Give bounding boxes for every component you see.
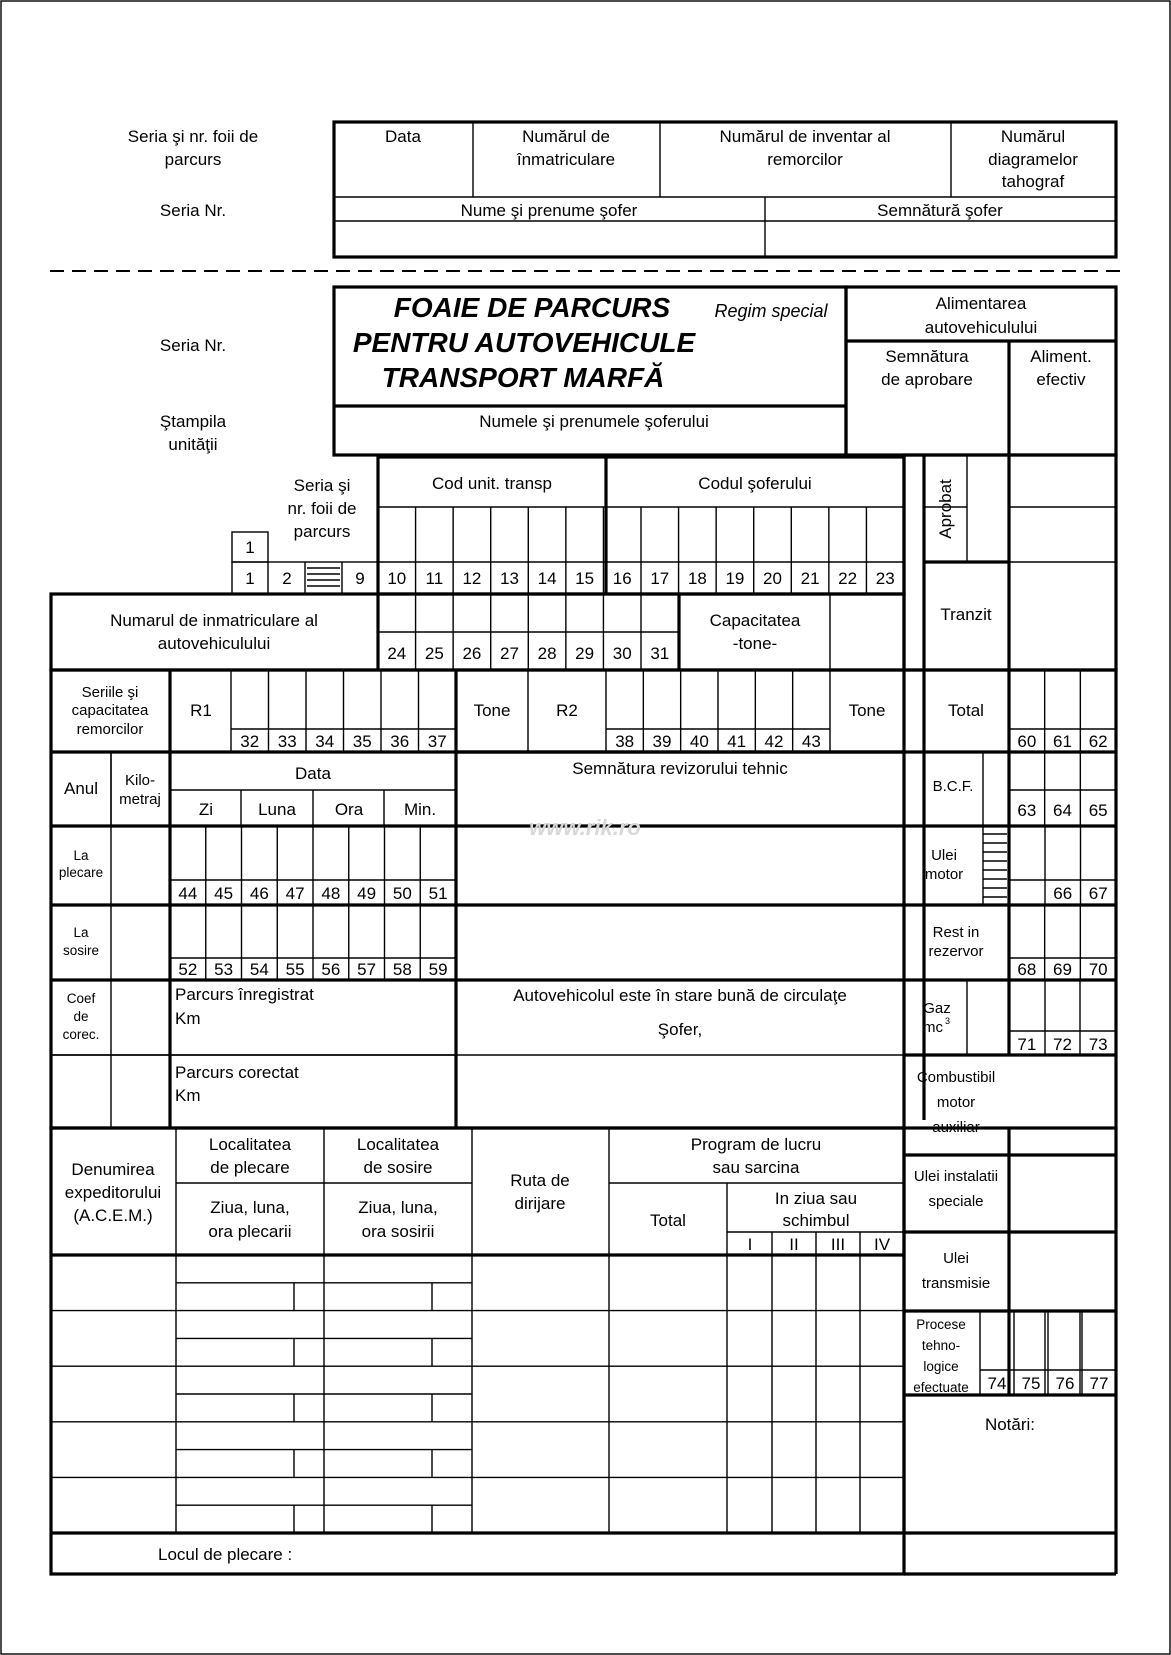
num-17: 17 xyxy=(650,569,670,588)
total-label: Total xyxy=(948,701,984,720)
svg-text:capacitatea: capacitatea xyxy=(71,702,149,719)
svg-text:de sosire: de sosire xyxy=(363,1158,433,1177)
denumirea-label: Denumirea xyxy=(71,1160,155,1179)
tranzit-label: Tranzit xyxy=(940,605,992,624)
min-label: Min. xyxy=(403,800,437,819)
svg-text:-tone-: -tone- xyxy=(732,634,778,653)
svg-text:rezervor: rezervor xyxy=(928,943,984,960)
num-39: 39 xyxy=(652,732,672,751)
num-49: 49 xyxy=(357,884,377,903)
parcurs-inregistrat-label: Parcurs înregistrat xyxy=(175,985,314,1004)
num-22: 22 xyxy=(838,569,858,588)
num-60: 60 xyxy=(1017,732,1037,751)
gaz-label: Gaz xyxy=(923,1000,951,1017)
svg-text:schimbul: schimbul xyxy=(782,1211,850,1230)
num-29: 29 xyxy=(575,644,595,663)
num-55: 55 xyxy=(285,960,305,979)
num-77: 77 xyxy=(1089,1374,1109,1393)
num-34: 34 xyxy=(315,732,335,751)
svg-text:speciale: speciale xyxy=(928,1193,984,1210)
semnatura-revizor-label: Semnătura revizorului tehnic xyxy=(572,759,788,778)
loc-plecare-label: Localitatea xyxy=(208,1135,292,1154)
tone-label-1: Tone xyxy=(473,701,511,720)
svg-text:înmatriculare: înmatriculare xyxy=(516,150,616,169)
num-33: 33 xyxy=(277,732,297,751)
svg-text:dirijare: dirijare xyxy=(514,1194,566,1213)
roman-ii: II xyxy=(789,1235,799,1254)
num-52: 52 xyxy=(178,960,198,979)
num-71: 71 xyxy=(1017,1035,1037,1054)
top-section xyxy=(128,122,1116,257)
num-74: 74 xyxy=(987,1374,1007,1393)
num-47: 47 xyxy=(285,884,305,903)
svg-text:remorcilor: remorcilor xyxy=(767,150,843,169)
col-nume-sofer: Nume şi prenume şofer xyxy=(460,201,638,220)
num-20: 20 xyxy=(763,569,782,588)
num-25: 25 xyxy=(424,644,444,663)
roman-i: I xyxy=(747,1235,753,1254)
num-76: 76 xyxy=(1055,1374,1075,1393)
svg-text:tehno-: tehno- xyxy=(921,1338,961,1353)
num-67: 67 xyxy=(1088,884,1108,903)
semnatura-aprobare-label: Semnătura xyxy=(885,347,969,366)
ulei-hatch-icon xyxy=(983,826,1007,905)
num-41: 41 xyxy=(727,732,747,751)
col-data: Data xyxy=(385,127,421,146)
num-40: 40 xyxy=(689,732,709,751)
luna-label: Luna xyxy=(258,800,296,819)
mc-label: mc xyxy=(923,1019,943,1036)
num-9: 9 xyxy=(355,569,365,588)
loc-sosire-label: Localitatea xyxy=(356,1135,440,1154)
num-26: 26 xyxy=(462,644,482,663)
num-50: 50 xyxy=(392,884,412,903)
num-23: 23 xyxy=(875,569,895,588)
num-59: 59 xyxy=(428,960,448,979)
num-19: 19 xyxy=(725,569,745,588)
num-10: 10 xyxy=(387,569,407,588)
cube-sup: 3 xyxy=(945,1016,951,1026)
parcurs-corectat-label: Parcurs corectat xyxy=(175,1063,299,1082)
num-28: 28 xyxy=(537,644,557,663)
num-31: 31 xyxy=(650,644,670,663)
svg-text:ora plecarii: ora plecarii xyxy=(208,1222,292,1241)
num-12: 12 xyxy=(462,569,482,588)
zi-label: Zi xyxy=(198,800,214,819)
num-27: 27 xyxy=(500,644,519,663)
col-diagrame: Numărul xyxy=(1000,127,1066,146)
svg-text:motor: motor xyxy=(924,866,964,883)
roman-iv: IV xyxy=(873,1235,891,1254)
ora-label: Ora xyxy=(334,800,364,819)
num-35: 35 xyxy=(352,732,372,751)
num-70: 70 xyxy=(1088,960,1108,979)
num-46: 46 xyxy=(249,884,269,903)
main-grid xyxy=(51,670,1116,1136)
num-58: 58 xyxy=(392,960,412,979)
la-sosire-label: La xyxy=(73,925,89,940)
svg-text:unităţii: unităţii xyxy=(168,435,218,454)
svg-text:plecare: plecare xyxy=(58,865,104,880)
combustibil-label: Combustibil xyxy=(916,1069,996,1086)
num-36: 36 xyxy=(390,732,410,751)
num-63: 63 xyxy=(1017,801,1037,820)
num-53: 53 xyxy=(214,960,234,979)
ziua-plecarii-label: Ziua, luna, xyxy=(210,1198,290,1217)
tone-label-2: Tone xyxy=(848,701,886,720)
ulei-instalatii-label: Ulei instalatii xyxy=(913,1168,999,1185)
num-14: 14 xyxy=(537,569,557,588)
num-42: 42 xyxy=(764,732,784,751)
svg-text:diagramelor: diagramelor xyxy=(988,150,1078,169)
vehicle-section xyxy=(51,594,904,670)
num-69: 69 xyxy=(1053,960,1072,979)
svg-text:logice: logice xyxy=(923,1359,959,1374)
la-plecare-label: La xyxy=(73,848,89,863)
svg-text:motor: motor xyxy=(936,1094,976,1111)
num-16: 16 xyxy=(612,569,632,588)
cod-unit-label: Cod unit. transp xyxy=(431,474,553,493)
svg-text:tahograf: tahograf xyxy=(1001,172,1065,191)
num-43: 43 xyxy=(801,732,821,751)
bottom-section xyxy=(51,1128,1116,1574)
svg-text:remorcilor: remorcilor xyxy=(76,721,144,738)
svg-text:transmisie: transmisie xyxy=(921,1275,991,1292)
svg-text:de aprobare: de aprobare xyxy=(881,370,973,389)
sofer-label: Şofer, xyxy=(657,1020,703,1039)
bcf-label: B.C.F. xyxy=(932,778,974,795)
svg-text:ora sosirii: ora sosirii xyxy=(361,1222,435,1241)
label-seria-nr: Seria Nr. xyxy=(159,336,227,355)
num-38: 38 xyxy=(615,732,635,751)
num-62: 62 xyxy=(1088,732,1108,751)
svg-text:autovehiculului: autovehiculului xyxy=(924,318,1038,337)
svg-text:expeditorului: expeditorului xyxy=(64,1183,162,1202)
num-51: 51 xyxy=(428,884,448,903)
svg-text:autovehiculului: autovehiculului xyxy=(157,634,271,653)
num-44: 44 xyxy=(178,884,198,903)
num-75: 75 xyxy=(1021,1374,1041,1393)
ulei-transmisie-label: Ulei xyxy=(943,1250,969,1267)
num-2: 2 xyxy=(282,569,292,588)
program-label: Program de lucru xyxy=(690,1135,822,1154)
codes-section xyxy=(232,457,904,594)
svg-text:efectiv: efectiv xyxy=(1036,370,1086,389)
alimentarea-label: Alimentarea xyxy=(935,294,1027,313)
label-serie-foaie: Seria şi nr. foii de xyxy=(127,127,259,146)
label-serie-foaie-2: parcurs xyxy=(164,150,222,169)
label-stampila: Ştampila xyxy=(159,412,227,431)
km-label-2: Km xyxy=(175,1086,201,1105)
ulei-motor-label: Ulei xyxy=(931,847,957,864)
seria-foii-label: Seria şi xyxy=(293,476,351,495)
total-program-label: Total xyxy=(650,1211,686,1230)
num-11: 11 xyxy=(425,569,444,588)
num-57: 57 xyxy=(357,960,377,979)
regim-special: Regim special xyxy=(714,301,828,321)
r1-label: R1 xyxy=(190,701,212,720)
title-line-2: PENTRU AUTOVEHICULE xyxy=(352,327,696,358)
aprobat-label: Aprobat xyxy=(936,479,955,539)
ruta-label: Ruta de xyxy=(510,1171,570,1190)
svg-text:sau sarcina: sau sarcina xyxy=(712,1158,800,1177)
capacitatea-label: Capacitatea xyxy=(709,611,801,630)
num-37: 37 xyxy=(427,732,447,751)
rest-rezervor-label: Rest in xyxy=(932,924,980,941)
num-65: 65 xyxy=(1088,801,1108,820)
anul-label: Anul xyxy=(63,779,99,798)
num-61: 61 xyxy=(1053,732,1072,751)
numele-soferului-label: Numele şi prenumele şoferului xyxy=(479,412,709,431)
svg-text:(A.C.E.M.): (A.C.E.M.) xyxy=(73,1206,153,1225)
in-ziua-label: In ziua sau xyxy=(774,1189,858,1208)
data-label: Data xyxy=(295,764,331,783)
stare-buna-label: Autovehicolul este în stare bună de circulaţe xyxy=(513,986,847,1005)
num-13: 13 xyxy=(500,569,519,588)
svg-text:de plecare: de plecare xyxy=(210,1158,290,1177)
svg-text:metraj: metraj xyxy=(119,791,161,808)
km-label-1: Km xyxy=(175,1009,201,1028)
procese-label: Procese xyxy=(916,1317,966,1332)
num-24: 24 xyxy=(387,644,407,663)
hatch-icon xyxy=(307,568,340,586)
title-line-3: TRANSPORT MARFĂ xyxy=(381,362,665,393)
num-18: 18 xyxy=(687,569,707,588)
svg-text:corec.: corec. xyxy=(62,1027,100,1042)
col-nr-inmatriculare: Numărul de xyxy=(522,127,610,146)
seriile-label: Seriile şi xyxy=(81,684,139,701)
num-30: 30 xyxy=(612,644,632,663)
box-1-top: 1 xyxy=(245,538,255,557)
roman-iii: III xyxy=(830,1235,846,1254)
aliment-efectiv-label: Aliment. xyxy=(1030,347,1092,366)
num-32: 32 xyxy=(240,732,260,751)
nr-inmatriculare-label: Numarul de inmatriculare al xyxy=(110,611,318,630)
col-inventar: Numărul de inventar al xyxy=(719,127,891,146)
header-section xyxy=(160,287,1116,455)
kilometraj-label: Kilo- xyxy=(124,772,156,789)
r2-label: R2 xyxy=(556,701,578,720)
col-semnatura-sofer: Semnătură şofer xyxy=(877,201,1003,220)
num-68: 68 xyxy=(1017,960,1037,979)
num-54: 54 xyxy=(249,960,269,979)
title-line-1: FOAIE DE PARCURS xyxy=(393,292,671,323)
svg-text:efectuate: efectuate xyxy=(913,1380,969,1395)
num-1: 1 xyxy=(245,569,255,588)
num-15: 15 xyxy=(575,569,595,588)
svg-text:parcurs: parcurs xyxy=(293,522,351,541)
coef-label: Coef xyxy=(66,991,96,1006)
notari-label: Notări: xyxy=(984,1415,1036,1434)
svg-text:auxiliar: auxiliar xyxy=(932,1119,980,1136)
num-66: 66 xyxy=(1053,884,1073,903)
locul-plecare-label: Locul de plecare : xyxy=(158,1545,293,1564)
num-72: 72 xyxy=(1053,1035,1072,1054)
watermark: www.rik.ro xyxy=(529,815,641,840)
num-21: 21 xyxy=(800,569,820,588)
num-56: 56 xyxy=(321,960,341,979)
svg-text:sosire: sosire xyxy=(62,943,100,958)
svg-text:de: de xyxy=(73,1009,89,1024)
cod-sofer-label: Codul şoferului xyxy=(698,474,812,493)
svg-text:nr. foii de: nr. foii de xyxy=(287,499,357,518)
num-48: 48 xyxy=(321,884,341,903)
num-73: 73 xyxy=(1088,1035,1108,1054)
label-seria-nr-top: Seria Nr. xyxy=(159,201,227,220)
num-45: 45 xyxy=(214,884,234,903)
ziua-sosirii-label: Ziua, luna, xyxy=(358,1198,438,1217)
num-64: 64 xyxy=(1053,801,1072,820)
